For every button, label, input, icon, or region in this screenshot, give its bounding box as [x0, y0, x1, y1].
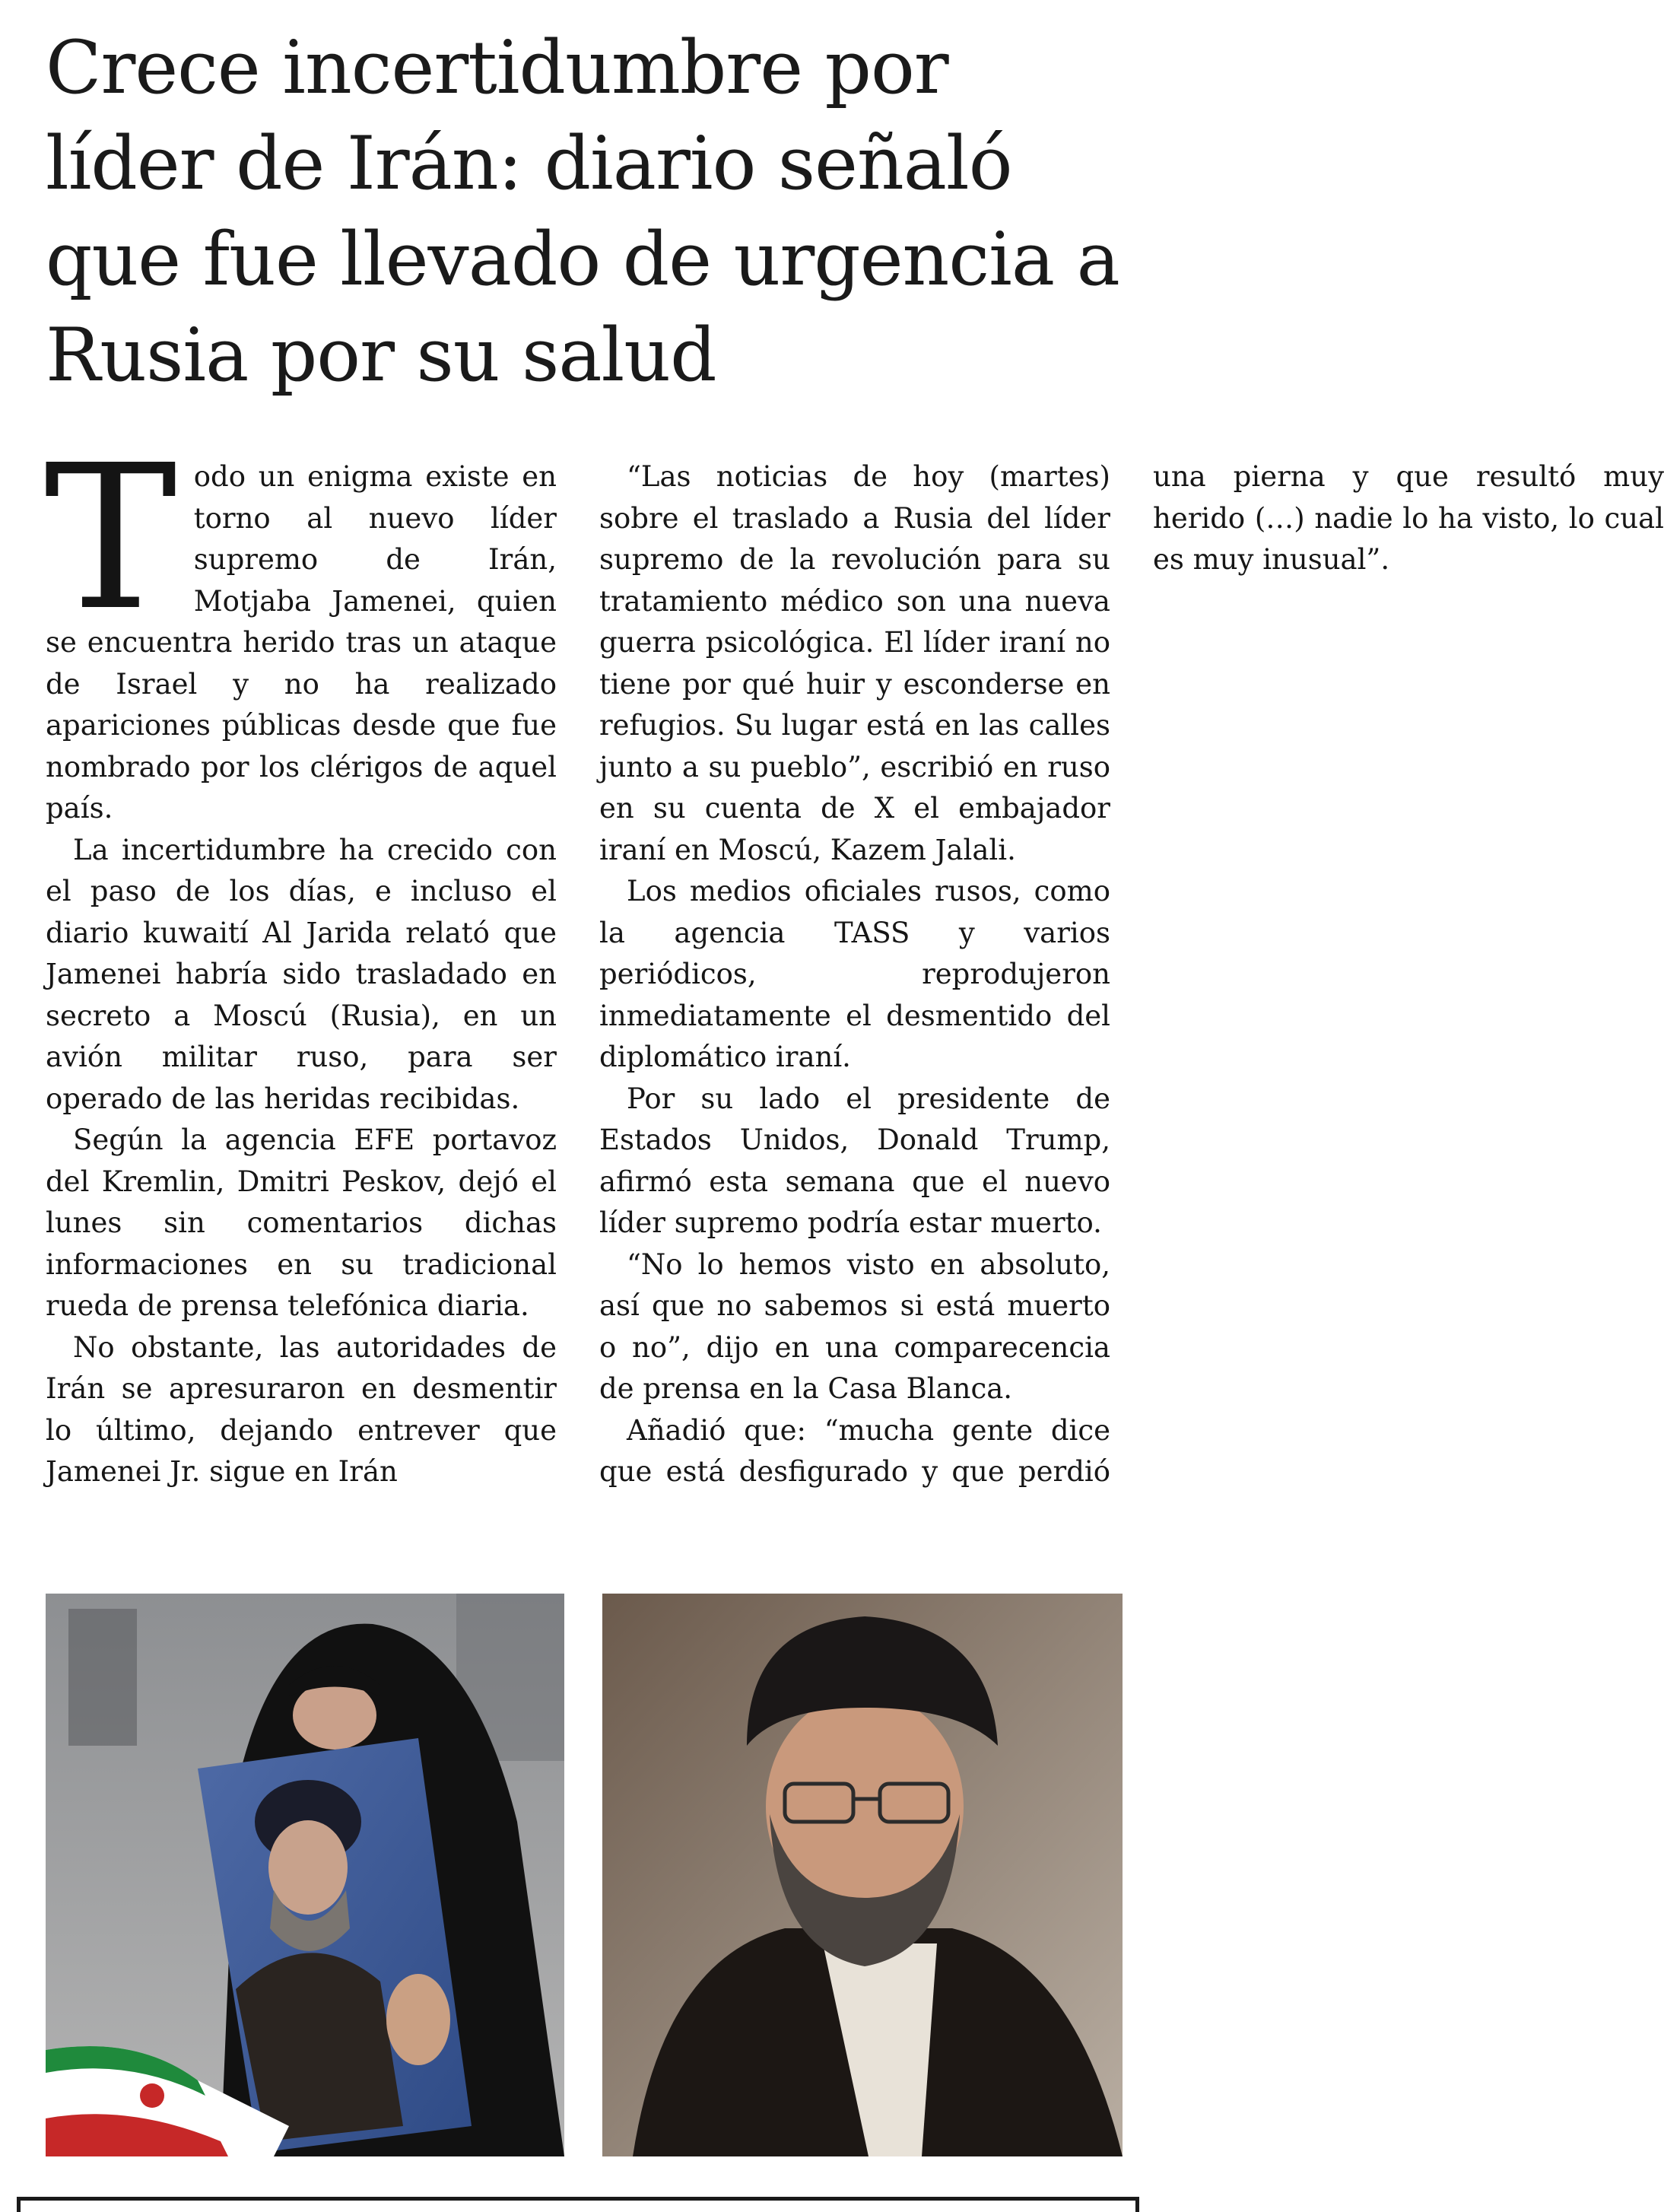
paragraph-8: “No lo hemos visto en absoluto, así que no sabemos si está muerto o no”, dijo en una comparecencia de prensa en la Casa Blanca. — [599, 1247, 1110, 1405]
article-headline: Crece incertidumbre por líder de Irán: diario señaló que fue llevado de urgencia a Rusia por su salud — [46, 25, 1119, 398]
paragraph-7: Por su lado el presidente de Estados Unidos, Donald Trump, afirmó esta semana que el nuevo líder supremo podría estar muerto. — [599, 1082, 1110, 1239]
paragraph-2: La incertidumbre ha crecido con el paso de los días, e incluso el diario kuwaití Al Jarida relató que Jamenei habría sido trasladado en secreto a Moscú (Rusia), en un avión militar ruso, para ser operado de las heridas recibidas. — [46, 833, 557, 1115]
paragraph-6: Los medios oficiales rusos, como la agencia TASS y varios periódicos, reprodujeron inmediatamente el desmentido del diplomático iraní. — [599, 875, 1110, 1073]
drop-cap: T — [44, 422, 177, 654]
paragraph-5: “Las noticias de hoy (martes) sobre el traslado a Rusia del líder supremo de la revolución para su tratamiento médico son una nueva guerra psicológica. El líder iraní no tiene por qué huir y esconderse en refugios. Su lugar está en las calles junto a su pueblo”, escribió en ruso en su cuenta de X el embajador iraní en Moscú, Kazem Jalali. — [599, 460, 1110, 866]
photo-woman-holding-portrait — [46, 1594, 564, 2156]
paragraph-1 — [44, 422, 557, 830]
photo-cleric-portrait-icon — [602, 1594, 1123, 2156]
article-body — [44, 422, 1664, 1521]
photo-woman-holding-portrait-icon — [46, 1594, 564, 2156]
paragraph-3: Según la agencia EFE portavoz del Kremlin, Dmitri Peskov, dejó el lunes sin comentarios dichas informaciones en su tradicional rueda de prensa telefónica diaria. — [46, 1123, 557, 1322]
paragraph-9: Añadió que: “mucha gente dice que está desfigurado y que perdió una pierna y que resultó muy herido (…) nadie lo ha visto, lo cual es muy inusual”. — [599, 460, 1664, 1488]
photo-cleric-portrait — [602, 1594, 1123, 2156]
bottom-frame-rule — [17, 2197, 1139, 2212]
paragraph-4: No obstante, las autoridades de Irán se apresuraron en desmentir lo último, dejando entrever que Jamenei Jr. sigue en Irán — [46, 1330, 557, 1488]
paragraph-1-text: odo un enigma existe en torno al nuevo líder supremo de Irán, Motjaba Jamenei, quien se encuentra herido tras un ataque de Israel y no ha realizado apariciones públicas desde que fue nombrado por los clérigos de aquel país. — [46, 460, 557, 825]
